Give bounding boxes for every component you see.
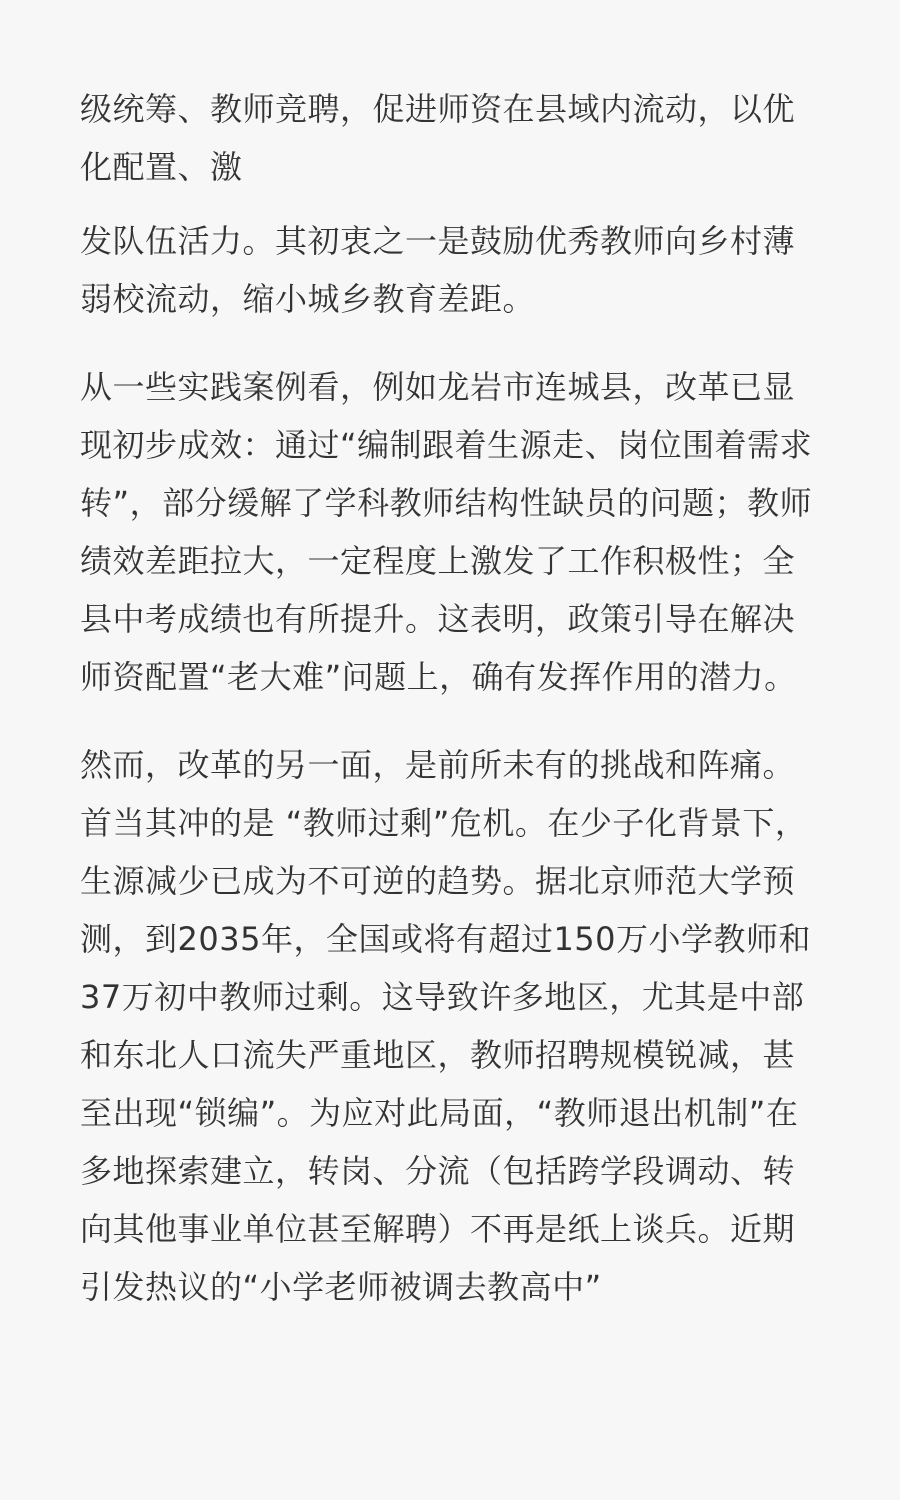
article-paragraph-1: 级统筹、教师竞聘，促进师资在县域内流动，以优化配置、激 — [80, 90, 796, 186]
article-paragraph-2: 发队伍活力。其初衷之一是鼓励优秀教师向乡村薄弱校流动，缩小城乡教育差距。 — [80, 222, 796, 318]
article-paragraph-4: 然而，改革的另一面，是前所未有的挑战和阵痛。首当其冲的是 “教师过剩”危机。在少子化背景下，生源减少已成为不可逆的趋势。据北京师范大学预测，到2035年，全国或将有超过150万小学教师和37万初中教师过剩。这导致许多地区，尤其是中部和东北人口流失严重地区，教师招聘规模锐减，甚至出现“锁编”。为应对此局面，“教师退出机制”在多地探索建立，转岗、分流（包括跨学段调动、转向其他事业单位甚至解聘）不再是纸上谈兵。近期引发热议的“小学老师被调去教高中” — [80, 746, 812, 1306]
article-paragraph-3: 从一些实践案例看，例如龙岩市连城县，改革已显现初步成效：通过“编制跟着生源走、岗位围着需求转”，部分缓解了学科教师结构性缺员的问题；教师绩效差距拉大，一定程度上激发了工作积极性；全县中考成绩也有所提升。这表明，政策引导在解决师资配置“老大难”问题上，确有发挥作用的潜力。 — [80, 368, 813, 696]
